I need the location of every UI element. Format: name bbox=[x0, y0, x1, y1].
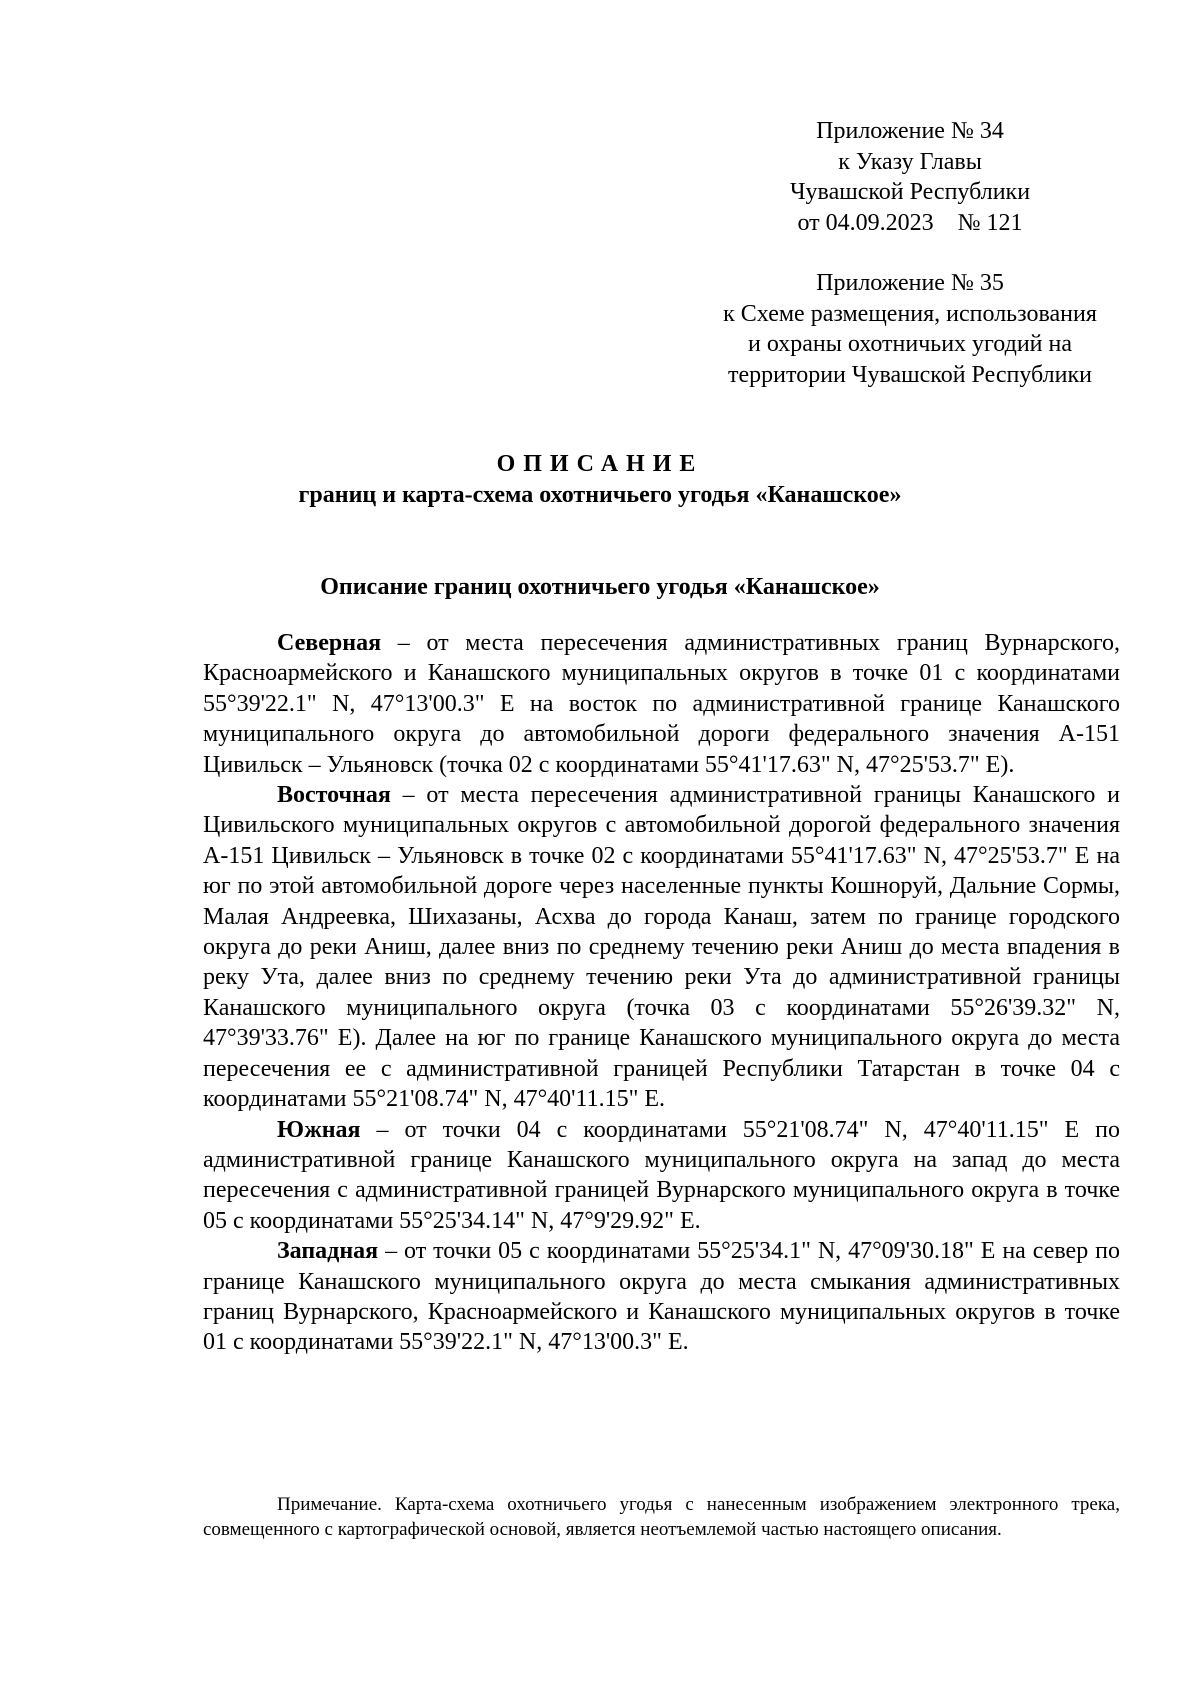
appendix-34-header bbox=[700, 116, 1120, 238]
appendix-35-territory: территории Чувашской Республики bbox=[728, 361, 1092, 388]
boundary-east bbox=[203, 780, 1120, 1114]
appendix-35-protection: и охраны охотничьих угодий на bbox=[747, 331, 1073, 357]
boundary-north bbox=[203, 628, 1120, 780]
boundary-west-label: Западная bbox=[277, 1238, 379, 1265]
boundary-east-text: – от места пересечения административной границы Канашского и Цивильского муниципальных округов с автомобильной дорогой федерального значения А-151 Цивильск – Ульяновск в точке 02 с координатами 55°41'17.63" N, 47°25'53.7" E на юг по этой автомобильной дороге через населенные пункты Кошноруй, Дальние Сормы, Малая Андреевка, Шихазаны, Асхва до города Канаш, затем по границе городского округа до реки Аниш, далее вниз по среднему течению реки Аниш до места впадения в реку Ута, далее вниз по среднему течению реки Ута до административной границы Канашского муниципального округа (точка 03 с координатами 55°26'39.32" N, 47°39'33.76" E). Далее на юг по границе Канашского муниципального округа до места пересечения ее с административной границей Республики Татарстан в точке 04 с координатами 55°21'08.74" N, 47°40'11.15" E. bbox=[203, 782, 1120, 1113]
appendix-35-number: Приложение № 35 bbox=[816, 270, 1004, 296]
appendix-35-scheme: к Схеме размещения, использования bbox=[723, 300, 1097, 327]
boundary-west-text: – от точки 05 с координатами 55°25'34.1" N, 47°09'30.18" E на север по границе Канашского муниципального округа до места смыкания административных границ Вурнарского, Красноармейского и Канашского муниципальных округов в точке 01 с координатами 55°39'22.1" N, 47°13'00.3" E. bbox=[203, 1238, 1120, 1356]
boundary-west bbox=[203, 1236, 1120, 1358]
document-subtitle: границ и карта-схема охотничьего угодья «Канашское» bbox=[298, 482, 902, 508]
boundary-description bbox=[203, 628, 1120, 1358]
document-title: ОПИСАНИЕ bbox=[496, 451, 704, 477]
section-heading: Описание границ охотничьего угодья «Канашское» bbox=[320, 574, 880, 600]
footnote: Примечание. Карта-схема охотничьего угодья с нанесенным изображением электронного трека, совмещенного с картографической основой, является неотъемлемой частью настоящего описания. bbox=[203, 1494, 1120, 1540]
appendix-34-number: Приложение № 34 bbox=[816, 118, 1004, 144]
boundary-south-text: – от точки 04 с координатами 55°21'08.74" N, 47°40'11.15" E по административной границе Канашского муниципального округа на запад до места пересечения с административной границей Вурнарского муниципального округа в точке 05 с координатами 55°25'34.14" N, 47°9'29.92" E. bbox=[203, 1116, 1120, 1234]
boundary-north-label: Северная bbox=[277, 630, 382, 656]
appendix-34-decree: к Указу Главы bbox=[838, 148, 982, 175]
boundary-north-text: – от места пересечения административных границ Вурнарского, Красноармейского и Канашского муниципальных округов в точке 01 с координатами 55°39'22.1" N, 47°13'00.3" E на восток по административной границе Канашского муниципального округа до автомобильной дороги федерального значения А-151 Цивильск – Ульяновск (точка 02 с координатами 55°41'17.63" N, 47°25'53.7" E). bbox=[203, 630, 1120, 778]
boundary-south bbox=[203, 1115, 1120, 1237]
boundary-south-label: Южная bbox=[277, 1116, 361, 1143]
appendix-34-date: от 04.09.2023 № 121 bbox=[797, 209, 1023, 236]
boundary-east-label: Восточная bbox=[277, 782, 391, 809]
appendix-35-header bbox=[680, 268, 1140, 390]
appendix-34-republic: Чувашской Республики bbox=[789, 179, 1031, 205]
